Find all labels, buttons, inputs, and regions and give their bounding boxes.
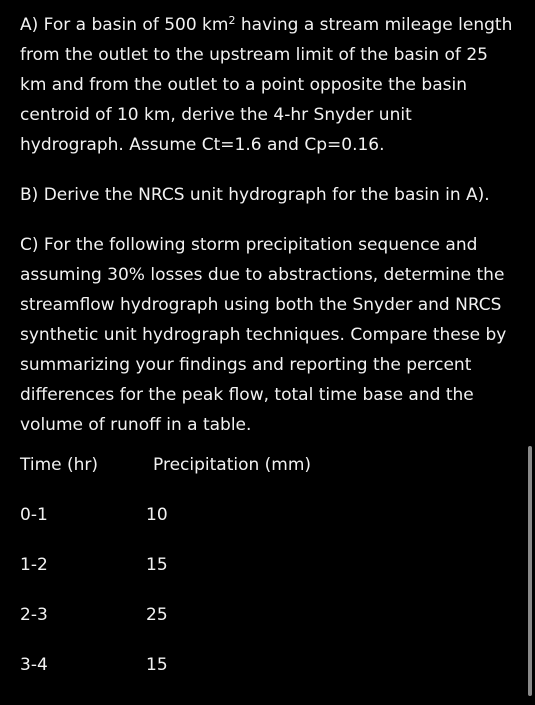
table-header-row	[20, 455, 490, 505]
question-text	[20, 10, 520, 440]
header-time: Time (hr)	[20, 455, 99, 475]
part-c-line-5: summarizing your findings and reporting the percent	[20, 355, 472, 375]
part-c-line-7: volume of runoff in a table.	[20, 415, 252, 435]
row-precipitation: 15	[146, 655, 168, 675]
part-a-line-1: A) For a basin of 500 $km^2$ having a stream mileage length	[20, 13, 513, 35]
row-precipitation: 25	[146, 605, 168, 625]
part-a	[20, 10, 520, 160]
part-b-line: B) Derive the NRCS unit hydrograph for the basin in A).	[20, 185, 490, 205]
row-time: 0-1	[20, 505, 48, 525]
row-time: 3-4	[20, 655, 48, 675]
part-a-line-3: km and from the outlet to a point opposite the basin	[20, 75, 467, 95]
row-precipitation: 15	[146, 555, 168, 575]
part-c-line-2: assuming 30% losses due to abstractions, determine the	[20, 265, 505, 285]
part-a-line-4: centroid of 10 km, derive the 4-hr Snyder unit	[20, 105, 412, 125]
part-c-line-4: synthetic unit hydrograph techniques. Compare these by	[20, 325, 507, 345]
part-c	[20, 230, 520, 440]
part-c-line-1: C) For the following storm precipitation sequence and	[20, 235, 478, 255]
table-row	[20, 655, 490, 705]
table-row	[20, 555, 490, 605]
part-a-line-5: hydrograph. Assume Ct=1.6 and Cp=0.16.	[20, 135, 385, 155]
scrollbar[interactable]	[528, 446, 532, 696]
header-precipitation: Precipitation (mm)	[153, 455, 312, 475]
part-c-line-6: differences for the peak flow, total time base and the	[20, 385, 474, 405]
row-time: 2-3	[20, 605, 48, 625]
part-c-line-3: streamflow hydrograph using both the Snyder and NRCS	[20, 295, 502, 315]
table-row	[20, 605, 490, 655]
table-row	[20, 505, 490, 555]
superscript: 2	[228, 13, 236, 27]
part-a-line-2: from the outlet to the upstream limit of the basin of 25	[20, 45, 488, 65]
precipitation-table	[20, 455, 490, 705]
part-b	[20, 180, 520, 210]
row-precipitation: 10	[146, 505, 168, 525]
row-time: 1-2	[20, 555, 48, 575]
